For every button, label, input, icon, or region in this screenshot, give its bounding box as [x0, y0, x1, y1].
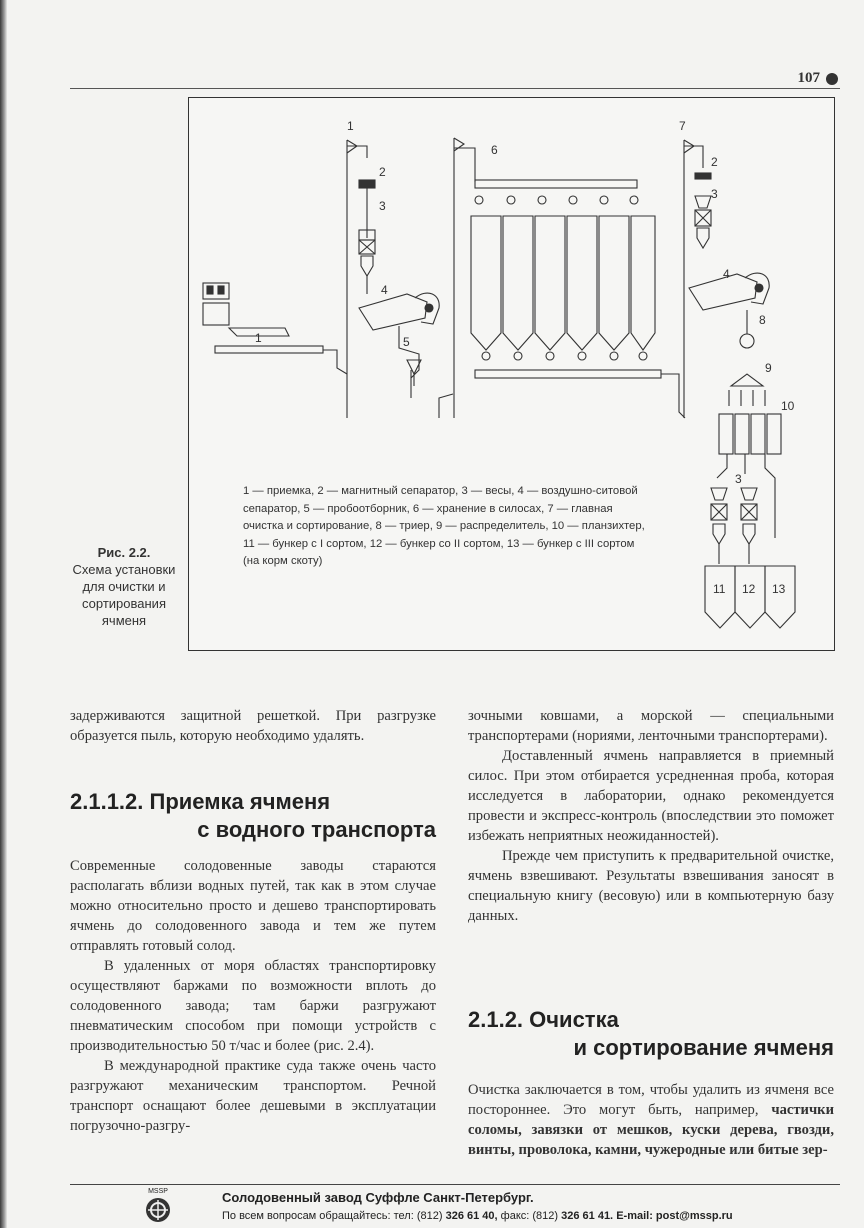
figure-legend: 1 — приемка, 2 — магнитный сепаратор, 3 — весы, 4 — воздушно-ситовой сепаратор, 5 — пробоотборник, 6 — хранение в силосах, 7 — главная очистка и сортирование, 8 — триер, 9 — распределитель, 10 — планзихтер, 11 — бункер с I сортом, 12 — бункер со II сортом, 13 — бункер с III сортом (на корм скоту)	[243, 485, 645, 567]
footer-rule	[70, 1184, 840, 1185]
bunkers-11-13	[705, 566, 795, 628]
section-heading-2-1-1-2: 2.1.1.2. Приемка ячменя с водного транспорта	[70, 789, 436, 842]
conveyor-1	[215, 346, 323, 353]
svg-text:2: 2	[711, 155, 718, 169]
svg-text:3: 3	[711, 187, 718, 201]
svg-text:4: 4	[723, 267, 730, 281]
figure-caption	[70, 544, 178, 629]
label-2: 2	[379, 165, 386, 179]
section-heading-2-1-2: 2.1.2. Очистка и сортирование ячменя	[468, 1007, 834, 1060]
paragraph: зочными ковшами, а морской — специальными транспортерами (нориями, ленточными транспортерами).	[468, 708, 834, 744]
top-conveyor-6	[475, 180, 637, 188]
paragraph: Современные солодовенные заводы стараются располагать вблизи водных путей, так как в этом случае можно относительно просто и дешево транспортировать ячмень до солодовенного завода и тем же путем отправлять готовый солод.	[70, 858, 436, 954]
left-column-body	[70, 856, 436, 1136]
figure-title: Рис. 2.2.	[97, 545, 151, 560]
page-gutter-shadow	[0, 0, 7, 1228]
header-rule	[70, 88, 840, 89]
label-7: 7	[679, 119, 686, 133]
svg-text:1: 1	[255, 331, 262, 345]
label-11: 11	[713, 582, 726, 596]
paragraph: В удаленных от моря областях транспортировку осуществляют баржами по возможности вплоть до солодовенного завода; там баржи разгружают пневматическим способом при помощи устройств с производительностью 50 т/час и более (рис. 2.4).	[70, 958, 436, 1054]
paragraph: задерживаются защитной решеткой. При разгрузке образуется пыль, которую необходимо удалять.	[70, 708, 436, 744]
svg-text:3: 3	[735, 472, 742, 486]
footer-title: Солодовенный завод Суффле Санкт-Петербург.	[222, 1190, 534, 1205]
figure-caption-text: Схема установки для очистки и сортирования ячменя	[72, 562, 176, 628]
figure-diagram	[188, 97, 835, 651]
left-column	[70, 706, 436, 746]
silos-6	[471, 216, 655, 350]
paragraph: В международной практике суда также очень часто разгружают механическим транспортом. Речной транспорт оснащают более дешевыми в эксплуатации погрузочно-разгру-	[70, 1058, 436, 1134]
label-12: 12	[742, 582, 756, 596]
silo-valves-top	[475, 196, 638, 204]
paragraph: Доставленный ячмень направляется в приемный силос. При этом отбирается усредненная проба, которая исследуется в лаборатории, однако рекомендуется провести и экспресс-контроль (впоследствии это поможет избежать неприятных неожиданностей).	[468, 748, 834, 844]
label-6: 6	[491, 143, 498, 157]
svg-text:4: 4	[381, 283, 388, 297]
page-number: 107	[797, 70, 820, 86]
footer-contact: По всем вопросам обращайтесь: тел: (812) 326 61 40, факс: (812) 326 61 41. E-mail: post@mssp.ru	[222, 1210, 733, 1222]
svg-text:MSSP: MSSP	[148, 1188, 168, 1195]
silo-valves-bottom	[482, 352, 647, 360]
svg-text:9: 9	[765, 361, 772, 375]
svg-text:5: 5	[403, 335, 410, 349]
right-column	[468, 706, 834, 926]
right-column-body	[468, 1080, 834, 1160]
page-marker-icon	[826, 73, 838, 85]
paragraph: Прежде чем приступить к предварительной очистке, ячмень взвешивают. Результаты взвешивания заносят в специальную книгу (весовую) или в компьютерную базу данных.	[468, 848, 834, 924]
mssp-logo-icon	[142, 1186, 174, 1224]
bottom-conveyor-6	[475, 370, 661, 378]
svg-text:10: 10	[781, 399, 795, 413]
label-13: 13	[772, 582, 786, 596]
paragraph: Очистка заключается в том, чтобы удалить из ячменя все постороннее. Это могут быть, например, частички соломы, завязки от мешков, куски дерева, гвозди, винты, проволока, камни, чужеродные или битые зер-	[468, 1082, 834, 1158]
plansifter-10	[719, 414, 781, 454]
label-3: 3	[379, 199, 386, 213]
elevator-7	[684, 140, 694, 418]
air-sieve-separator-4	[359, 294, 427, 330]
distributor-9	[731, 374, 763, 386]
magnetic-separator-2	[359, 180, 375, 188]
svg-text:8: 8	[759, 313, 766, 327]
elevator-1	[347, 140, 357, 418]
label-1: 1	[347, 119, 354, 133]
trier-8	[740, 334, 754, 348]
elevator-6	[454, 138, 464, 418]
